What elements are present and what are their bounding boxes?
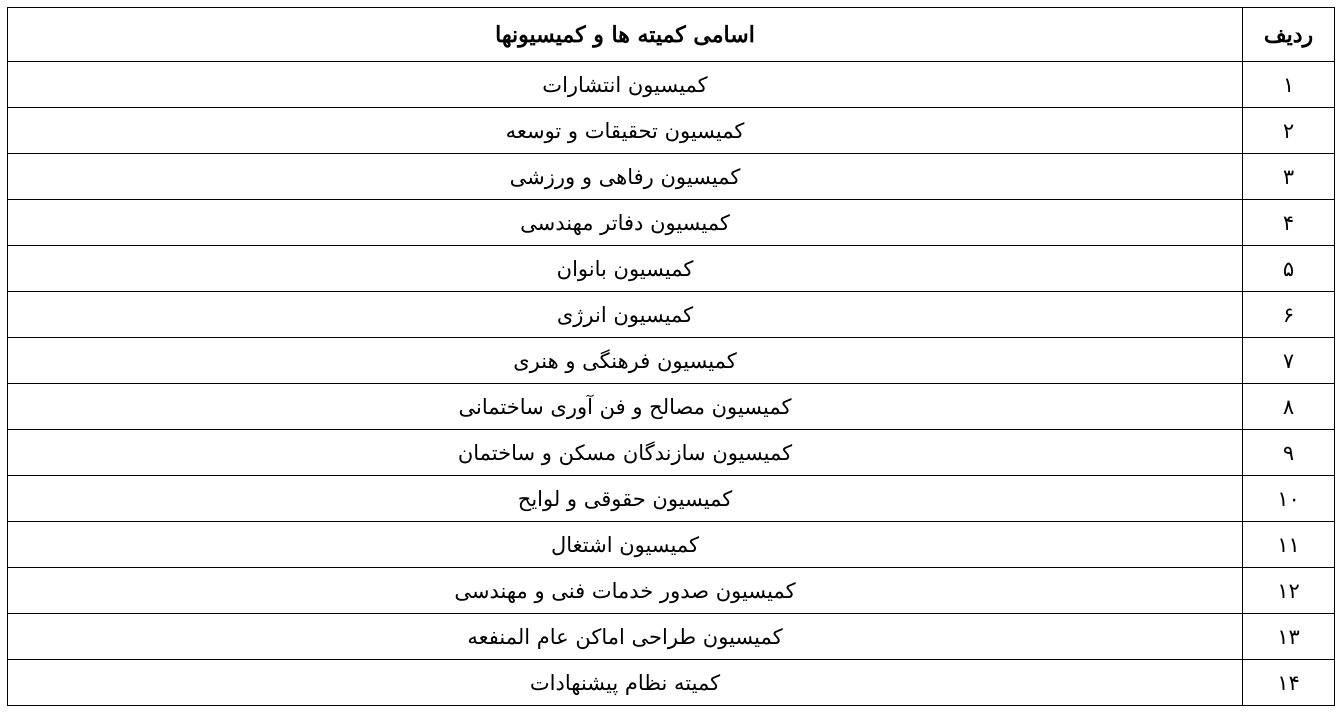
committee-name: کمیسیون دفاتر مهندسی [8,200,1243,246]
committee-name: کمیسیون اشتغال [8,522,1243,568]
row-number: ۴ [1243,200,1335,246]
committees-table [7,7,1335,706]
row-number: ۸ [1243,384,1335,430]
row-number: ۲ [1243,108,1335,154]
table-row [8,246,1335,292]
row-number: ۹ [1243,430,1335,476]
table-header-row [8,8,1335,62]
committee-names-header: اسامی کمیته ها و کمیسیونها [8,8,1243,62]
table-row [8,384,1335,430]
row-number: ۶ [1243,292,1335,338]
row-number: ۷ [1243,338,1335,384]
table-row [8,430,1335,476]
row-number: ۱۴ [1243,660,1335,706]
row-number: ۱۲ [1243,568,1335,614]
committee-name: کمیسیون رفاهی و ورزشی [8,154,1243,200]
committee-name: کمیسیون حقوقی و لوایح [8,476,1243,522]
committee-name: کمیسیون فرهنگی و هنری [8,338,1243,384]
committee-name: کمیسیون صدور خدمات فنی و مهندسی [8,568,1243,614]
table-row [8,62,1335,108]
row-number: ۵ [1243,246,1335,292]
committee-name: کمیسیون انرژی [8,292,1243,338]
committee-name: کمیسیون تحقیقات و توسعه [8,108,1243,154]
committee-name: کمیسیون طراحی اماکن عام المنفعه [8,614,1243,660]
table-row [8,568,1335,614]
table-row [8,660,1335,706]
committee-name: کمیسیون انتشارات [8,62,1243,108]
table-row [8,614,1335,660]
committee-name: کمیته نظام پیشنهادات [8,660,1243,706]
table-row [8,292,1335,338]
table-row [8,154,1335,200]
table-row [8,338,1335,384]
table-row [8,476,1335,522]
row-number: ۱۱ [1243,522,1335,568]
row-number: ۱ [1243,62,1335,108]
row-number: ۱۰ [1243,476,1335,522]
table-row [8,108,1335,154]
committee-name: کمیسیون بانوان [8,246,1243,292]
table-row [8,200,1335,246]
committee-name: کمیسیون مصالح و فن آوری ساختمانی [8,384,1243,430]
row-number-header: ردیف [1243,8,1335,62]
row-number: ۱۳ [1243,614,1335,660]
row-number: ۳ [1243,154,1335,200]
committee-name: کمیسیون سازندگان مسکن و ساختمان [8,430,1243,476]
table-row [8,522,1335,568]
